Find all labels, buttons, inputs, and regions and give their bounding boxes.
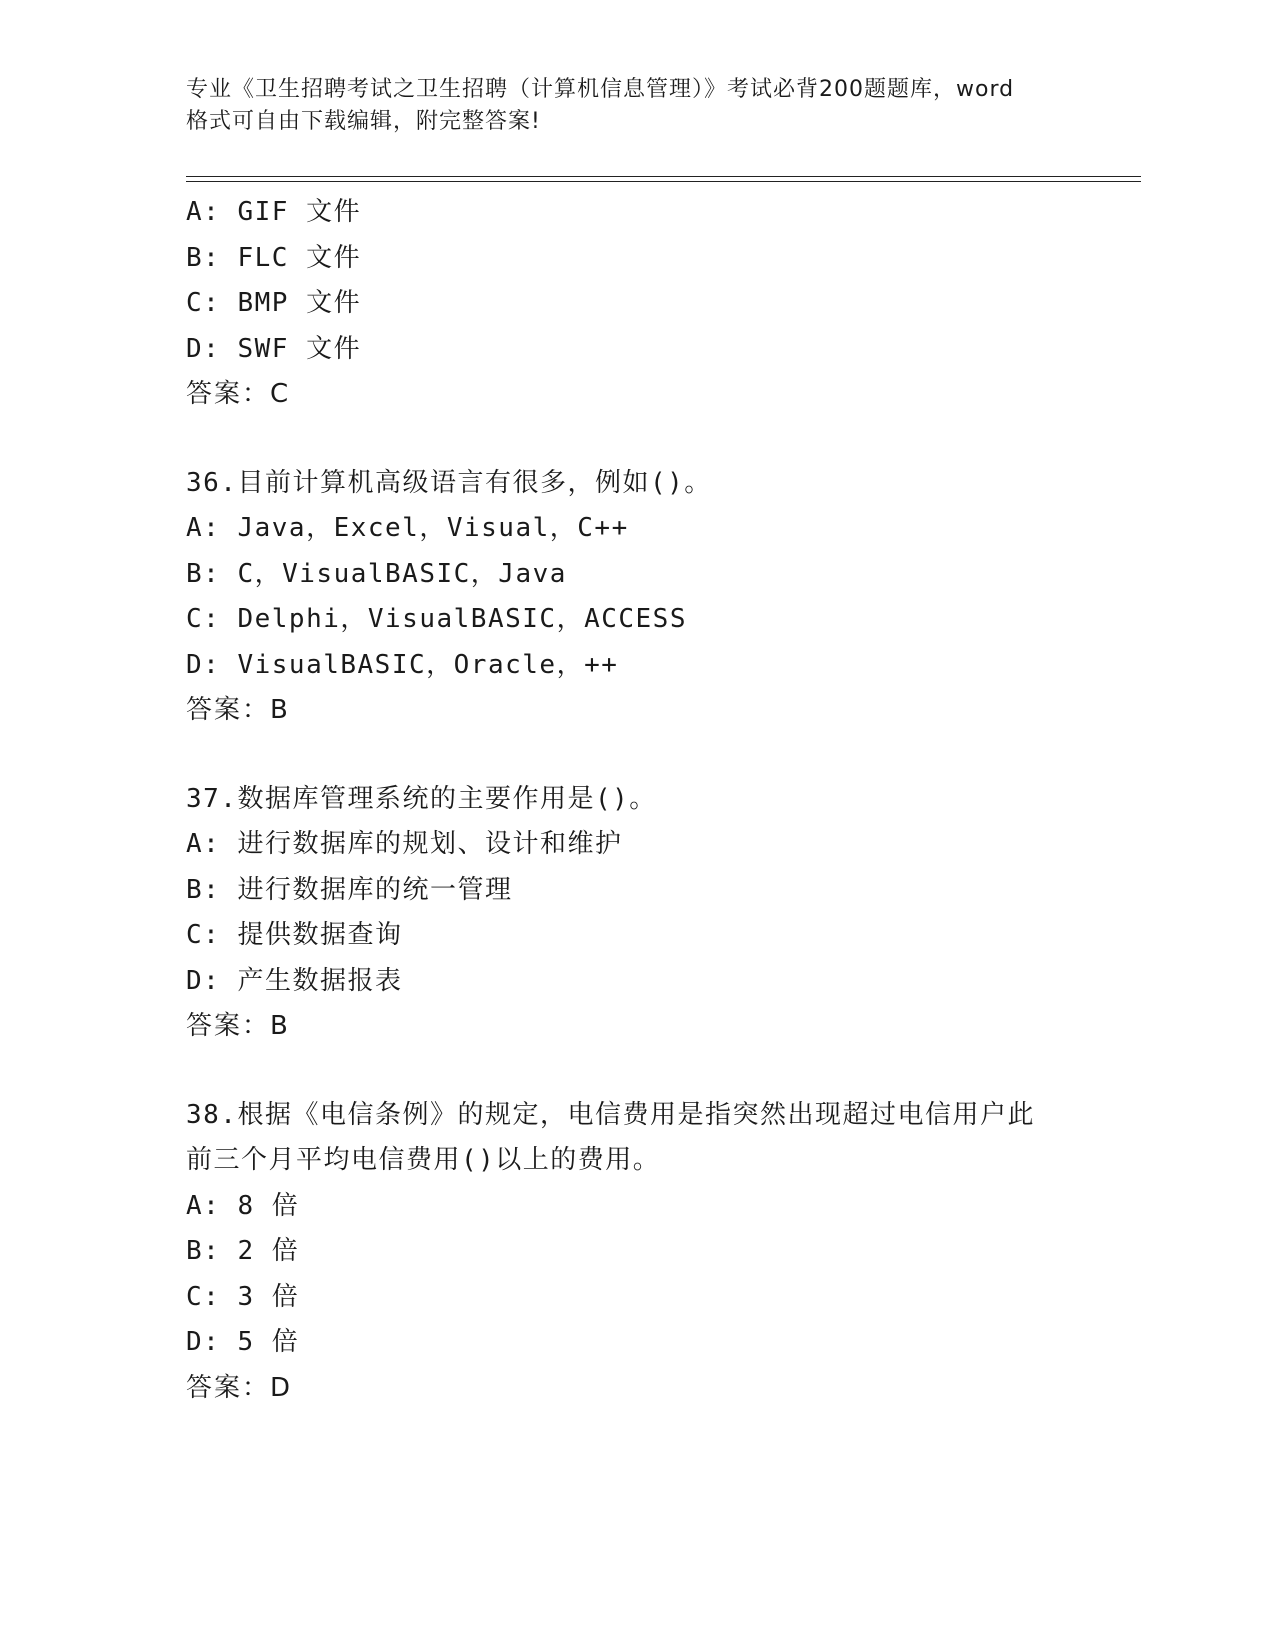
question-text-line-1: 38.根据《电信条例》的规定，电信费用是指突然出现超过电信用户此 <box>186 1099 1035 1130</box>
question-text: 37.数据库管理系统的主要作用是()。 <box>186 783 657 814</box>
header-divider-top <box>186 176 1141 177</box>
header-divider-bottom <box>186 181 1141 182</box>
option-b: B: 2 倍 <box>186 1236 300 1266</box>
option-b: B: FLC 文件 <box>186 242 362 273</box>
header-title-line-2: 格式可自由下载编辑，附完整答案! <box>186 109 541 134</box>
answer: 答案：B <box>186 695 290 725</box>
option-a: A: 8 倍 <box>186 1190 300 1221</box>
option-c: C: 3 倍 <box>186 1281 300 1312</box>
option-d: D: 5 倍 <box>186 1327 300 1357</box>
answer: 答案：D <box>186 1372 293 1403</box>
option-a: A: 进行数据库的规划、设计和维护 <box>186 829 623 859</box>
question-37 <box>186 777 1146 1050</box>
question-38 <box>186 1093 1146 1412</box>
option-d: D: VisualBASIC，Oracle，++ <box>186 649 619 680</box>
option-a: A: Java，Excel，Visual，C++ <box>186 513 629 543</box>
option-b: B: C，VisualBASIC，Java <box>186 558 567 589</box>
option-a: A: GIF 文件 <box>186 197 362 227</box>
option-d: D: SWF 文件 <box>186 333 362 364</box>
header-title-line-1: 专业《卫生招聘考试之卫生招聘（计算机信息管理）》考试必背200题题库，word <box>186 77 1015 102</box>
option-c: C: Delphi，VisualBASIC，ACCESS <box>186 604 687 634</box>
question-35 <box>186 190 1146 418</box>
question-text: 36.目前计算机高级语言有很多，例如()。 <box>186 467 712 498</box>
answer: 答案：C <box>186 379 291 409</box>
option-b: B: 进行数据库的统一管理 <box>186 874 513 905</box>
document-header <box>186 74 1086 138</box>
question-spacer <box>186 418 1146 461</box>
question-spacer <box>186 1050 1146 1093</box>
option-d: D: 产生数据报表 <box>186 965 403 996</box>
option-c: C: BMP 文件 <box>186 288 362 318</box>
question-list <box>186 190 1146 1411</box>
option-c: C: 提供数据查询 <box>186 920 403 950</box>
question-36 <box>186 461 1146 734</box>
answer: 答案：B <box>186 1011 290 1041</box>
question-spacer <box>186 734 1146 777</box>
question-text-line-2: 前三个月平均电信费用()以上的费用。 <box>186 1145 661 1175</box>
